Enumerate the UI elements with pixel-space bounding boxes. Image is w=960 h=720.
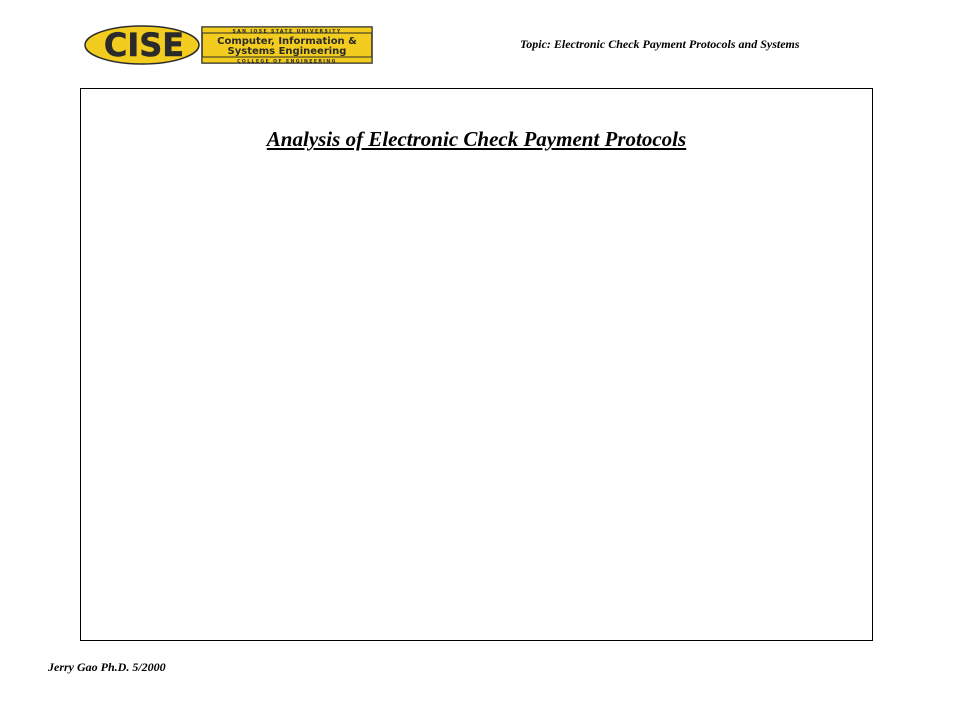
logo-department-line1: Computer, Information & bbox=[217, 36, 357, 47]
slide-content-frame bbox=[80, 88, 873, 641]
cise-logo-graphic bbox=[84, 24, 374, 66]
logo-department-line2: Systems Engineering bbox=[227, 46, 347, 57]
topic-header: Topic: Electronic Check Payment Protocols and Systems bbox=[520, 37, 800, 51]
logo-mark: CISE bbox=[103, 26, 185, 64]
logo-university: SAN JOSE STATE UNIVERSITY bbox=[232, 29, 342, 35]
author-footer: Jerry Gao Ph.D. 5/2000 bbox=[48, 660, 166, 674]
slide-title: Analysis of Electronic Check Payment Protocols bbox=[266, 127, 687, 151]
cise-logo bbox=[84, 24, 374, 66]
logo-college: COLLEGE OF ENGINEERING bbox=[237, 59, 337, 65]
